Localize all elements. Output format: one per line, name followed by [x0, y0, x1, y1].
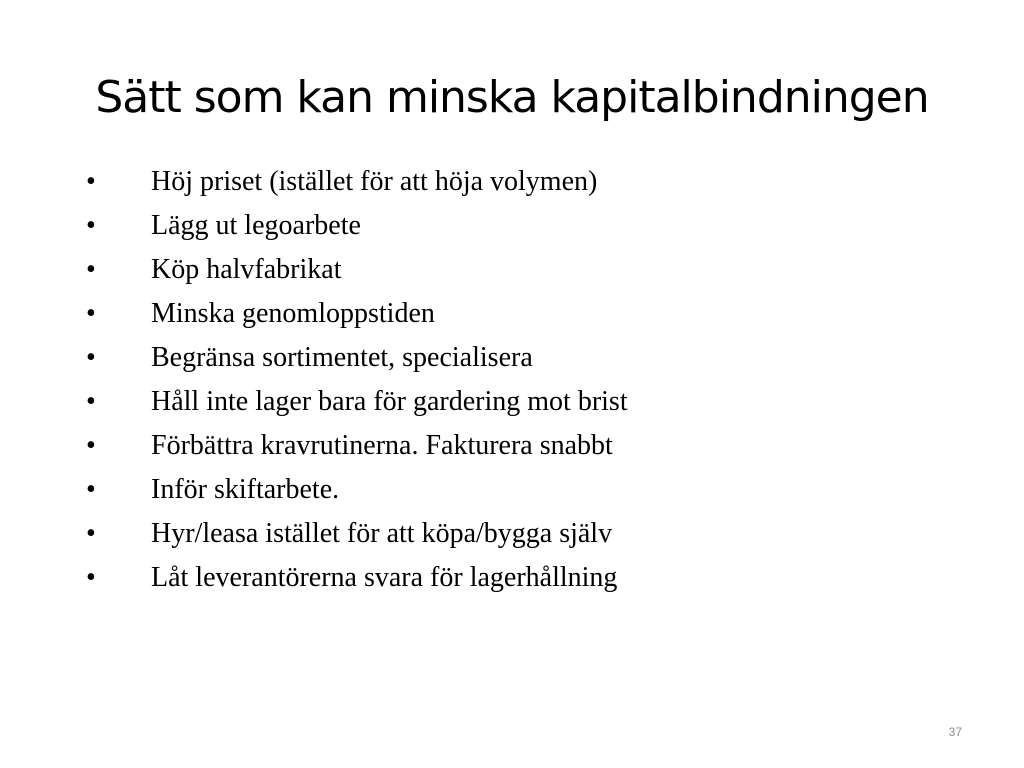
bullet-icon: • — [86, 342, 96, 373]
bullet-icon: • — [86, 518, 96, 549]
list-item — [86, 512, 628, 556]
slide-number: 37 — [948, 725, 962, 739]
bullet-icon: • — [86, 298, 96, 329]
bullet-icon: • — [86, 430, 96, 461]
list-item-text: Köp halvfabrikat — [151, 254, 342, 285]
bullet-icon: • — [86, 210, 96, 241]
list-item — [86, 336, 628, 380]
list-item — [86, 248, 628, 292]
bullet-icon: • — [86, 254, 96, 285]
bullet-list — [86, 160, 628, 600]
bullet-icon: • — [86, 166, 96, 197]
slide-title: Sätt som kan minska kapitalbindningen — [95, 72, 929, 123]
list-item-text: Höj priset (istället för att höja volymen) — [151, 166, 598, 197]
list-item-text: Minska genomloppstiden — [151, 298, 435, 329]
list-item — [86, 160, 628, 204]
list-item — [86, 292, 628, 336]
list-item — [86, 204, 628, 248]
list-item — [86, 424, 628, 468]
bullet-icon: • — [86, 562, 96, 593]
list-item-text: Låt leverantörerna svara för lagerhållning — [151, 562, 618, 593]
list-item — [86, 380, 628, 424]
list-item — [86, 556, 628, 600]
list-item-text: Lägg ut legoarbete — [151, 210, 361, 241]
list-item-text: Begränsa sortimentet, specialisera — [151, 342, 533, 373]
list-item-text: Förbättra kravrutinerna. Fakturera snabbt — [151, 430, 613, 461]
list-item-text: Hyr/leasa istället för att köpa/bygga själv — [151, 518, 613, 549]
list-item-text: Håll inte lager bara för gardering mot brist — [151, 386, 628, 417]
bullet-icon: • — [86, 474, 96, 505]
list-item-text: Inför skiftarbete. — [151, 474, 340, 505]
bullet-icon: • — [86, 386, 96, 417]
list-item — [86, 468, 628, 512]
